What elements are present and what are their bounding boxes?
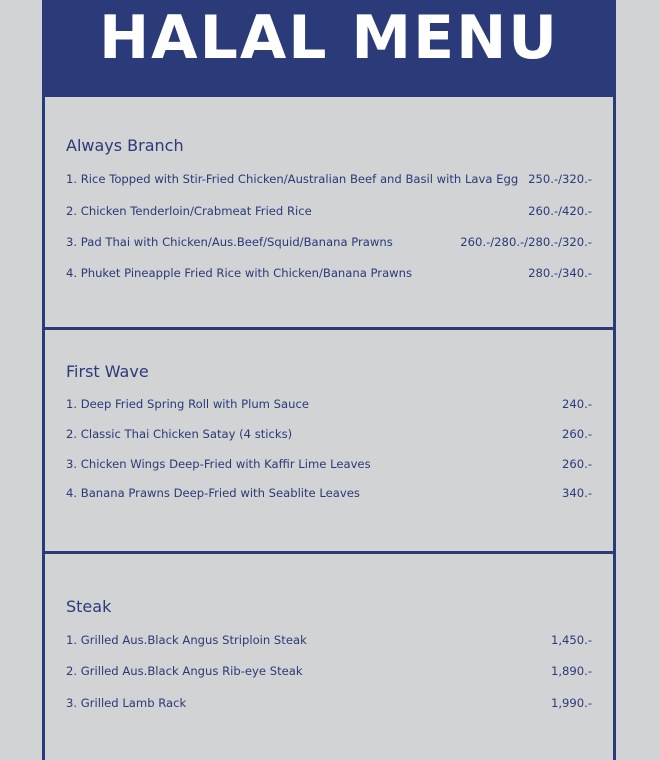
item-name: 1. Grilled Aus.Black Angus Striploin Steak <box>66 633 307 647</box>
item-price: 1,990.- <box>550 696 592 710</box>
section-divider <box>45 551 613 554</box>
menu-item <box>66 457 592 471</box>
menu-item <box>66 664 592 678</box>
section-title: Always Branch <box>66 136 184 155</box>
menu-board <box>42 0 616 760</box>
item-name: 2. Classic Thai Chicken Satay (4 sticks) <box>66 427 293 441</box>
item-price: 260.- <box>562 427 592 441</box>
item-price: 260.- <box>562 457 592 471</box>
item-name: 3. Grilled Lamb Rack <box>66 696 187 710</box>
item-name: 4. Banana Prawns Deep-Fried with Seablite Leaves <box>66 486 360 500</box>
menu-item <box>66 204 592 218</box>
item-name: 4. Phuket Pineapple Fried Rice with Chicken/Banana Prawns <box>66 266 413 280</box>
item-name: 2. Chicken Tenderloin/Crabmeat Fried Rice <box>66 204 312 218</box>
item-price: 1,450.- <box>550 633 592 647</box>
item-name: 1. Deep Fried Spring Roll with Plum Sauce <box>66 397 309 411</box>
item-price: 280.-/340.- <box>528 266 592 280</box>
item-price: 340.- <box>562 486 592 500</box>
menu-header <box>45 0 613 97</box>
item-price: 240.- <box>562 397 592 411</box>
menu-item <box>66 235 592 249</box>
menu-item <box>66 397 592 411</box>
item-price: 1,890.- <box>550 664 592 678</box>
menu-item <box>66 427 592 441</box>
menu-item <box>66 172 592 186</box>
item-price: 250.-/320.- <box>528 172 592 186</box>
item-name: 2. Grilled Aus.Black Angus Rib-eye Steak <box>66 664 303 678</box>
item-price: 260.-/280.-/280.-/320.- <box>460 235 592 249</box>
section-title: Steak <box>66 597 112 616</box>
item-name: 3. Pad Thai with Chicken/Aus.Beef/Squid/Banana Prawns <box>66 235 393 249</box>
menu-title: HALAL MENU <box>98 3 560 73</box>
item-price: 260.-/420.- <box>528 204 592 218</box>
menu-item <box>66 633 592 647</box>
item-name: 3. Chicken Wings Deep-Fried with Kaffir Lime Leaves <box>66 457 371 471</box>
section-divider <box>45 327 613 330</box>
menu-item <box>66 486 592 500</box>
menu-item <box>66 266 592 280</box>
menu-item <box>66 696 592 710</box>
section-title: First Wave <box>66 362 149 381</box>
item-name: 1. Rice Topped with Stir-Fried Chicken/Australian Beef and Basil with Lava Egg <box>66 172 519 186</box>
